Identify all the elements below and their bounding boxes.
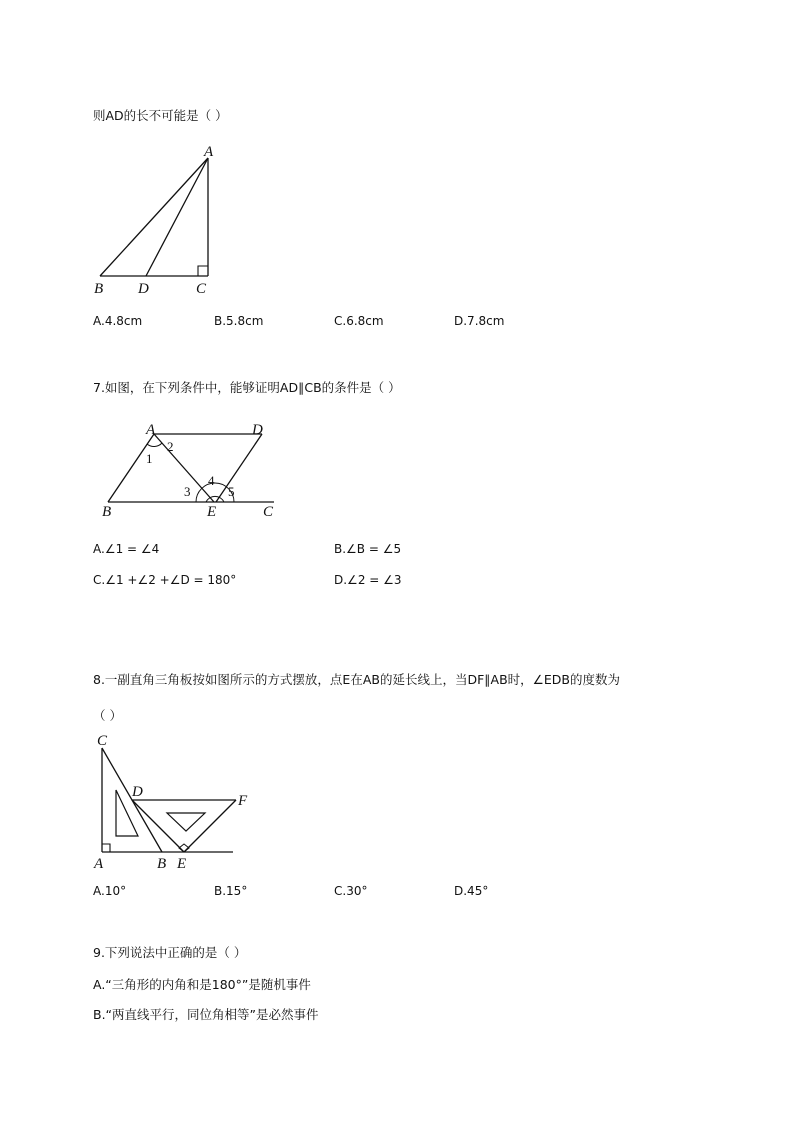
q9-option-b: B.“两直线平行，同位角相等”是必然事件 (93, 1007, 319, 1022)
label-C: C (97, 733, 108, 749)
q7-option-c: C.∠1 +∠2 +∠D = 180° (93, 573, 237, 587)
label-A: A (94, 856, 104, 870)
q8-option-c: C.30° (334, 884, 368, 898)
label-D: D (132, 784, 143, 800)
label-C: C (263, 504, 274, 520)
q8-option-b: B.15° (214, 884, 248, 898)
label-D: D (138, 281, 149, 297)
q9-option-a: A.“三角形的内角和是180°”是随机事件 (93, 977, 311, 992)
angle-5: 5 (228, 484, 235, 499)
q6-stem: 则AD的长不可能是（ ） (93, 108, 228, 123)
label-A: A (146, 422, 156, 438)
label-E: E (177, 856, 187, 870)
angle-3: 3 (184, 484, 191, 499)
label-D: D (252, 422, 263, 438)
label-B: B (102, 504, 112, 520)
q7-parallelogram-figure (96, 418, 286, 522)
label-C: C (196, 281, 207, 297)
q8-stem: 8.一副直角三角板按如图所示的方式摆放，点E在AB的延长线上，当DF∥AB时，∠EDB的度数为 (93, 672, 620, 687)
q6-option-b: B.5.8cm (214, 314, 264, 328)
q8-set-squares-figure (88, 730, 258, 870)
q9-stem: 9.下列说法中正确的是（ ） (93, 945, 247, 960)
q7-stem: 7.如图，在下列条件中，能够证明AD∥CB的条件是（ ） (93, 380, 401, 395)
q6-option-a: A.4.8cm (93, 314, 143, 328)
angle-1: 1 (146, 451, 153, 466)
q6-option-c: C.6.8cm (334, 314, 384, 328)
angle-2: 2 (167, 439, 174, 454)
label-F: F (238, 793, 248, 809)
q7-option-b: B.∠B = ∠5 (334, 542, 402, 556)
label-A: A (204, 144, 214, 160)
label-B: B (157, 856, 167, 870)
q6-option-d: D.7.8cm (454, 314, 505, 328)
label-B: B (94, 281, 104, 297)
q6-triangle-figure (88, 140, 228, 300)
label-E: E (207, 504, 217, 520)
q7-option-d: D.∠2 = ∠3 (334, 573, 402, 587)
q7-option-a: A.∠1 = ∠4 (93, 542, 160, 556)
q8-stem-cont: （ ） (93, 708, 122, 723)
q8-option-a: A.10° (93, 884, 127, 898)
angle-4: 4 (208, 473, 215, 488)
q8-option-d: D.45° (454, 884, 489, 898)
